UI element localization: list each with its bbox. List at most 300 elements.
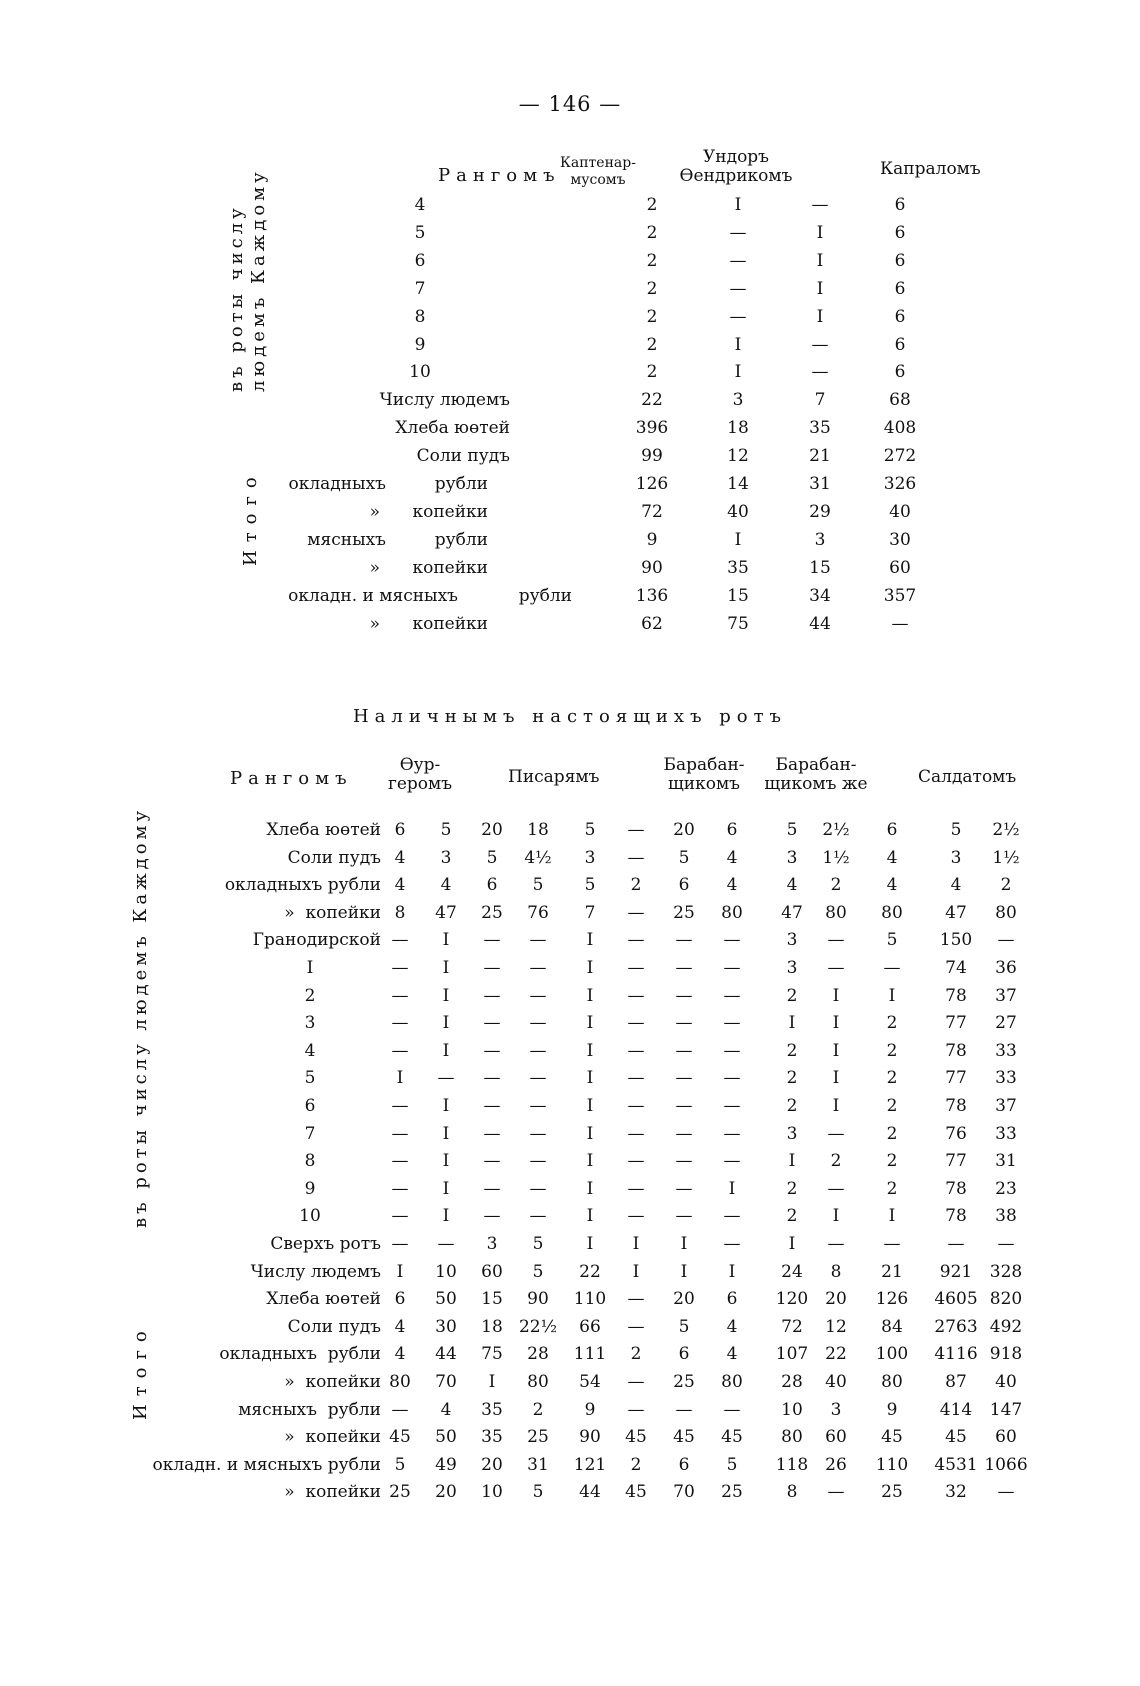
table-1-cell-value: 7 <box>814 390 826 410</box>
table-2-cell-value: — <box>483 1206 501 1226</box>
header-line: Өендрикомъ <box>679 166 793 186</box>
table-2-cell-value: 4 <box>726 1344 738 1364</box>
table-2-cell-value: 4 <box>950 875 962 895</box>
table-2-cell-value: 921 <box>939 1262 973 1282</box>
table-2-cell-value: 21 <box>881 1262 903 1282</box>
table-2-cell-value: — <box>723 1013 741 1033</box>
table-1-cell-value: I <box>734 195 742 215</box>
table-2-cell-value: I <box>586 1096 594 1116</box>
table-2-cell-value: — <box>437 1234 455 1254</box>
table-2-cell-value: 25 <box>721 1482 743 1502</box>
table-2-cell-value: 6 <box>678 1455 690 1475</box>
table-2-row-label: » копейки <box>284 1427 381 1447</box>
table-2-cell-value: 1½ <box>822 848 850 868</box>
table-2-cell-value: 47 <box>945 903 967 923</box>
table-1-cell-value: 31 <box>809 474 831 494</box>
header-line: Ундоръ <box>702 147 770 167</box>
table-2-cell-value: 28 <box>781 1372 803 1392</box>
table-1-row-label: 4 <box>414 195 426 215</box>
table-2-cell-value: I <box>586 1234 594 1254</box>
table-2-cell-value: 80 <box>881 1372 903 1392</box>
table-2-cell-value: — <box>391 986 409 1006</box>
table-2-cell-value: — <box>627 1317 645 1337</box>
header-line: Каптенар- <box>560 155 636 171</box>
table-2-cell-value: — <box>529 930 547 950</box>
table-2-cell-value: I <box>832 1068 840 1088</box>
table-2-cell-value: 45 <box>625 1482 647 1502</box>
table-2-cell-value: 6 <box>394 820 406 840</box>
table-2-cell-value: I <box>396 1262 404 1282</box>
table-2-cell-value: 2 <box>786 1206 798 1226</box>
table-2-cell-value: — <box>627 1151 645 1171</box>
table-2-cell-value: 2 <box>886 1179 898 1199</box>
table-2-cell-value: 121 <box>573 1455 607 1475</box>
table-2-cell-value: 2 <box>630 1344 642 1364</box>
table-2-cell-value: — <box>391 1234 409 1254</box>
table-2-cell-value: 33 <box>995 1124 1017 1144</box>
table-2-cell-value: 7 <box>584 903 596 923</box>
table-2-cell-value: I <box>788 1013 796 1033</box>
table-2-cell-value: — <box>723 930 741 950</box>
table-1-cell-value: 6 <box>894 195 906 215</box>
header-line: мусомъ <box>570 172 626 188</box>
table-2-cell-value: 78 <box>945 986 967 1006</box>
table-2-cell-value: 5 <box>394 1455 406 1475</box>
table-2-cell-value: 8 <box>394 903 406 923</box>
table-1-side-label-bottom: Итого <box>240 469 261 566</box>
table-2-cell-value: 492 <box>989 1317 1023 1337</box>
table-2-cell-value: — <box>529 1096 547 1116</box>
table-2-cell-value: I <box>586 930 594 950</box>
table-2-cell-value: — <box>483 958 501 978</box>
table-2-cell-value: 2 <box>786 1179 798 1199</box>
table-2-cell-value: 2 <box>630 875 642 895</box>
table-2-row-label: Числу людемъ <box>250 1262 381 1282</box>
table-2-cell-value: 72 <box>781 1317 803 1337</box>
table-2-cell-value: — <box>997 1482 1015 1502</box>
table-1-cell-value: 60 <box>889 558 911 578</box>
table-2-cell-value: 4 <box>726 875 738 895</box>
table-1-cell-value: 35 <box>727 558 749 578</box>
table-2-cell-value: 31 <box>995 1151 1017 1171</box>
table-2-row-label: 10 <box>299 1206 321 1226</box>
table-2-cell-value: — <box>483 1068 501 1088</box>
table-2-cell-value: I <box>832 1096 840 1116</box>
table-2-cell-value: 2½ <box>822 820 850 840</box>
table-2-cell-value: 414 <box>939 1400 973 1420</box>
side-label-line: людемъ Каждому <box>248 168 269 392</box>
table-1-cell-value: 136 <box>635 586 669 606</box>
table-2-cell-value: 3 <box>786 848 798 868</box>
table-2-cell-value: 20 <box>825 1289 847 1309</box>
table-1-cell-value: 12 <box>727 446 749 466</box>
table-2-cell-value: — <box>391 1151 409 1171</box>
table-2-cell-value: 4 <box>726 848 738 868</box>
table-2-cell-value: — <box>883 1234 901 1254</box>
table-2-cell-value: I <box>680 1262 688 1282</box>
table-2-cell-value: — <box>675 1096 693 1116</box>
table-2-cell-value: 5 <box>726 1455 738 1475</box>
table-2-cell-value: 25 <box>673 1372 695 1392</box>
table-2-cell-value: 3 <box>950 848 962 868</box>
table-2-row-label: Гранодирской <box>252 930 381 950</box>
table-2-cell-value: — <box>529 986 547 1006</box>
table-2-cell-value: — <box>883 958 901 978</box>
table-2-cell-value: 20 <box>673 820 695 840</box>
table-2-row-label: окладн. и мясныхъ рубли <box>152 1455 381 1475</box>
table-2-cell-value: — <box>675 1151 693 1171</box>
table-2-cell-value: 2 <box>786 1068 798 1088</box>
table-2-cell-value: 54 <box>579 1372 601 1392</box>
table-1-cell-value: 40 <box>889 502 911 522</box>
table-2-cell-value: 1½ <box>992 848 1020 868</box>
table-2-cell-value: 5 <box>532 875 544 895</box>
table-1-cell-value: 2 <box>646 335 658 355</box>
table-2-cell-value: 80 <box>721 903 743 923</box>
table-2-cell-value: 20 <box>435 1482 457 1502</box>
table-1-header-rank: Рангомъ <box>438 165 561 186</box>
table-1-cell-value: 75 <box>727 614 749 634</box>
table-2-cell-value: 76 <box>527 903 549 923</box>
header-line: щикомъ <box>667 774 741 794</box>
table-2-cell-value: 80 <box>881 903 903 923</box>
table-2-cell-value: — <box>675 1124 693 1144</box>
table-1-row-label: 8 <box>414 307 426 327</box>
table-2-cell-value: — <box>675 1068 693 1088</box>
table-1-cell-value: I <box>816 279 824 299</box>
table-2-cell-value: 47 <box>781 903 803 923</box>
table-1-cell-value: I <box>816 223 824 243</box>
table-2-cell-value: 6 <box>678 1344 690 1364</box>
table-1-row-sublabel: копейки <box>412 558 488 578</box>
table-1-cell-value: 9 <box>646 530 658 550</box>
table-1-cell-value: — <box>891 614 909 634</box>
table-1-cell-value: — <box>811 362 829 382</box>
table-2-cell-value: I <box>442 1096 450 1116</box>
table-2-cell-value: — <box>675 1041 693 1061</box>
table-2-cell-value: 80 <box>389 1372 411 1392</box>
table-2-cell-value: — <box>391 1041 409 1061</box>
table-2-cell-value: 25 <box>389 1482 411 1502</box>
table-2-cell-value: 30 <box>435 1317 457 1337</box>
table-2-cell-value: 5 <box>440 820 452 840</box>
table-2-cell-value: 25 <box>881 1482 903 1502</box>
table-1-cell-value: 14 <box>727 474 749 494</box>
table-1-cell-value: 29 <box>809 502 831 522</box>
table-2-cell-value: — <box>723 1206 741 1226</box>
table-2-cell-value: 4 <box>394 1317 406 1337</box>
header-line: Барабан- <box>663 755 745 775</box>
table-1-cell-value: 126 <box>635 474 669 494</box>
table-2-cell-value: 15 <box>481 1289 503 1309</box>
table-2-cell-value: 5 <box>786 820 798 840</box>
table-2-row-label: 8 <box>304 1151 316 1171</box>
table-1-cell-value: 6 <box>894 251 906 271</box>
table-2-cell-value: 2 <box>886 1151 898 1171</box>
table-2-cell-value: 120 <box>775 1289 809 1309</box>
table-2-cell-value: — <box>483 1096 501 1116</box>
table-2-cell-value: 27 <box>995 1013 1017 1033</box>
table-2-cell-value: — <box>483 1013 501 1033</box>
table-2-cell-value: 6 <box>726 1289 738 1309</box>
table-2-cell-value: — <box>529 958 547 978</box>
table-1-cell-value: — <box>729 279 747 299</box>
table-2-cell-value: 70 <box>673 1482 695 1502</box>
table-2-row-label: 2 <box>304 986 316 1006</box>
table-2-cell-value: — <box>391 1096 409 1116</box>
table-2-cell-value: I <box>586 1041 594 1061</box>
table-1-cell-value: 357 <box>883 586 917 606</box>
page-number: — 146 — <box>518 92 622 116</box>
table-2-cell-value: 147 <box>989 1400 1023 1420</box>
table-1-row-label: окладныхъ <box>288 474 386 494</box>
table-2-cell-value: 4605 <box>934 1289 978 1309</box>
table-2-cell-value: 6 <box>486 875 498 895</box>
table-2-cell-value: 4 <box>786 875 798 895</box>
table-1-cell-value: 2 <box>646 195 658 215</box>
table-2-cell-value: 6 <box>726 820 738 840</box>
table-2-cell-value: 2 <box>886 1068 898 1088</box>
table-2-cell-value: — <box>529 1206 547 1226</box>
table-1-cell-value: — <box>729 251 747 271</box>
side-label-line: въ роты числу <box>226 204 247 392</box>
table-2-cell-value: I <box>632 1262 640 1282</box>
table-2-cell-value: — <box>391 958 409 978</box>
table-2-cell-value: 3 <box>440 848 452 868</box>
table-1-cell-value: 35 <box>809 418 831 438</box>
table-2-cell-value: 75 <box>481 1344 503 1364</box>
table-1-cell-value: 40 <box>727 502 749 522</box>
table-1-cell-value: — <box>729 223 747 243</box>
table-2-cell-value: — <box>483 930 501 950</box>
table-2-cell-value: 1066 <box>984 1455 1028 1475</box>
table-2-cell-value: 4 <box>394 1344 406 1364</box>
table-2-cell-value: 2 <box>886 1124 898 1144</box>
table-2-cell-value: — <box>627 1289 645 1309</box>
table-2-cell-value: I <box>586 1151 594 1171</box>
table-2-cell-value: 110 <box>875 1455 909 1475</box>
table-2-cell-value: — <box>827 1234 845 1254</box>
table-2-cell-value: — <box>627 1400 645 1420</box>
table-1-cell-value: 6 <box>894 362 906 382</box>
table-2-cell-value: 2 <box>786 1096 798 1116</box>
table-2-cell-value: — <box>529 1013 547 1033</box>
table-2-title: Наличнымъ настоящихъ ротъ <box>352 706 788 727</box>
table-2-cell-value: 24 <box>781 1262 803 1282</box>
table-1-row-sublabel: рубли <box>434 474 488 494</box>
table-1-cell-value: I <box>734 362 742 382</box>
table-1-cell-value: I <box>816 251 824 271</box>
table-2-cell-value: — <box>529 1124 547 1144</box>
table-2-cell-value: 3 <box>584 848 596 868</box>
table-2-cell-value: — <box>391 1179 409 1199</box>
header-line: геромъ <box>387 774 453 794</box>
table-1-row-label: 10 <box>409 362 431 382</box>
table-2-cell-value: — <box>723 1151 741 1171</box>
table-2-cell-value: 2 <box>886 1013 898 1033</box>
table-2-cell-value: 78 <box>945 1096 967 1116</box>
table-2-cell-value: 3 <box>486 1234 498 1254</box>
table-2-cell-value: 5 <box>532 1262 544 1282</box>
table-2-cell-value: — <box>827 1482 845 1502</box>
table-2-cell-value: — <box>827 1179 845 1199</box>
table-2-cell-value: 918 <box>989 1344 1023 1364</box>
table-1-cell-value: 68 <box>889 390 911 410</box>
table-2-cell-value: 4531 <box>934 1455 978 1475</box>
table-2-row-label: Хлеба юөтей <box>266 1289 381 1309</box>
table-2-row-label: » копейки <box>284 903 381 923</box>
table-2-cell-value: 50 <box>435 1289 457 1309</box>
table-1-cell-value: 2 <box>646 279 658 299</box>
table-2-cell-value: — <box>627 930 645 950</box>
table-2-cell-value: 20 <box>481 1455 503 1475</box>
table-2-cell-value: 45 <box>881 1427 903 1447</box>
table-2-cell-value: — <box>627 1096 645 1116</box>
table-1-cell-value: I <box>734 335 742 355</box>
table-1-row-sublabel: копейки <box>412 502 488 522</box>
table-1-row-label: 7 <box>414 279 426 299</box>
table-2-cell-value: 25 <box>673 903 695 923</box>
table-2-cell-value: I <box>728 1179 736 1199</box>
table-2-cell-value: — <box>627 1041 645 1061</box>
table-2-cell-value: 80 <box>825 903 847 923</box>
table-2-cell-value: — <box>529 1041 547 1061</box>
table-1-cell-value: 408 <box>883 418 917 438</box>
table-2-cell-value: I <box>442 986 450 1006</box>
table-2-cell-value: 33 <box>995 1041 1017 1061</box>
table-2-cell-value: 80 <box>781 1427 803 1447</box>
table-2-cell-value: — <box>391 1400 409 1420</box>
table-1-cell-value: — <box>729 307 747 327</box>
table-2-cell-value: 22½ <box>518 1317 558 1337</box>
table-2-cell-value: 107 <box>775 1344 809 1364</box>
table-2-cell-value: 5 <box>584 820 596 840</box>
table-2-cell-value: 10 <box>781 1400 803 1420</box>
table-2-cell-value: 70 <box>435 1372 457 1392</box>
table-2-cell-value: — <box>827 958 845 978</box>
table-2-cell-value: 32 <box>945 1482 967 1502</box>
table-2-header-col4 <box>756 756 876 794</box>
table-2-cell-value: 100 <box>875 1344 909 1364</box>
table-2-cell-value: 18 <box>527 820 549 840</box>
table-2-cell-value: — <box>391 1124 409 1144</box>
table-2-cell-value: 44 <box>579 1482 601 1502</box>
table-1-cell-value: 3 <box>732 390 744 410</box>
table-2-cell-value: 38 <box>995 1206 1017 1226</box>
table-2-cell-value: — <box>827 1124 845 1144</box>
table-2-cell-value: 87 <box>945 1372 967 1392</box>
table-1-side-label-top <box>226 168 270 392</box>
table-2-cell-value: 4 <box>886 848 898 868</box>
table-1-row-label: Числу людемъ <box>379 390 510 410</box>
table-2-cell-value: — <box>627 1179 645 1199</box>
table-2-cell-value: 8 <box>830 1262 842 1282</box>
table-2-cell-value: 12 <box>825 1317 847 1337</box>
table-2-header-col3 <box>649 756 759 794</box>
table-1-cell-value: 72 <box>641 502 663 522</box>
table-2-cell-value: I <box>442 1013 450 1033</box>
table-2-cell-value: — <box>723 1041 741 1061</box>
table-1-cell-value: 21 <box>809 446 831 466</box>
table-2-row-label: мясныхъ рубли <box>238 1400 381 1420</box>
table-2-cell-value: I <box>442 930 450 950</box>
table-2-cell-value: 5 <box>678 1317 690 1337</box>
table-2-cell-value: I <box>680 1234 688 1254</box>
table-2-cell-value: I <box>442 1151 450 1171</box>
table-2-cell-value: — <box>723 986 741 1006</box>
table-2-cell-value: 26 <box>825 1455 847 1475</box>
table-2-cell-value: — <box>827 930 845 950</box>
table-2-cell-value: 40 <box>995 1372 1017 1392</box>
table-2-cell-value: 60 <box>481 1262 503 1282</box>
table-2-side-label-top: въ роты числу людемъ Каждому <box>130 806 151 1228</box>
table-2-cell-value: I <box>832 986 840 1006</box>
table-1-cell-value: 15 <box>727 586 749 606</box>
table-1-cell-value: 99 <box>641 446 663 466</box>
table-2-cell-value: I <box>442 1124 450 1144</box>
table-2-cell-value: 4 <box>394 875 406 895</box>
table-2-cell-value: I <box>586 1206 594 1226</box>
table-2-cell-value: — <box>723 1234 741 1254</box>
table-2-cell-value: I <box>442 1179 450 1199</box>
table-2-cell-value: 77 <box>945 1013 967 1033</box>
table-2-cell-value: 84 <box>881 1317 903 1337</box>
table-2-row-label: окладныхъ рубли <box>224 875 381 895</box>
table-2-cell-value: 5 <box>532 1234 544 1254</box>
table-2-cell-value: — <box>529 1068 547 1088</box>
table-2-cell-value: 78 <box>945 1206 967 1226</box>
table-2-cell-value: I <box>832 1206 840 1226</box>
table-2-cell-value: 66 <box>579 1317 601 1337</box>
table-2-cell-value: 37 <box>995 986 1017 1006</box>
table-1-cell-value: 30 <box>889 530 911 550</box>
table-2-cell-value: — <box>391 1013 409 1033</box>
table-2-cell-value: 10 <box>435 1262 457 1282</box>
table-2-cell-value: — <box>675 1206 693 1226</box>
table-2-cell-value: 5 <box>678 848 690 868</box>
table-2-cell-value: — <box>483 1041 501 1061</box>
table-2-cell-value: 4 <box>440 875 452 895</box>
table-2-cell-value: — <box>723 1400 741 1420</box>
table-2-cell-value: 2 <box>830 1151 842 1171</box>
table-2-row-label: Сверхъ ротъ <box>270 1234 381 1254</box>
table-2-cell-value: 22 <box>579 1262 601 1282</box>
table-2-cell-value: 60 <box>825 1427 847 1447</box>
table-1-row-label: 9 <box>414 335 426 355</box>
table-1-cell-value: 44 <box>809 614 831 634</box>
table-2-row-label: 6 <box>304 1096 316 1116</box>
table-2-cell-value: 2 <box>786 1041 798 1061</box>
table-2-cell-value: 40 <box>825 1372 847 1392</box>
table-2-cell-value: 2½ <box>992 820 1020 840</box>
table-2-cell-value: 45 <box>389 1427 411 1447</box>
table-2-cell-value: 45 <box>673 1427 695 1447</box>
table-1-cell-value: 22 <box>641 390 663 410</box>
table-2-cell-value: 2 <box>630 1455 642 1475</box>
table-1-row-label: окладн. и мясныхъ <box>288 586 458 606</box>
table-1-cell-value: 90 <box>641 558 663 578</box>
table-2-cell-value: — <box>723 1124 741 1144</box>
table-2-cell-value: — <box>627 903 645 923</box>
header-line: щикомъ же <box>764 774 868 794</box>
table-1-row-label: Соли пудъ <box>416 446 510 466</box>
table-2-cell-value: 2 <box>886 1096 898 1116</box>
table-2-row-label: Соли пудъ <box>287 1317 381 1337</box>
table-1-row-label: 6 <box>414 251 426 271</box>
table-2-cell-value: 80 <box>527 1372 549 1392</box>
table-2-cell-value: 3 <box>786 1124 798 1144</box>
table-2-row-label: 4 <box>304 1041 316 1061</box>
